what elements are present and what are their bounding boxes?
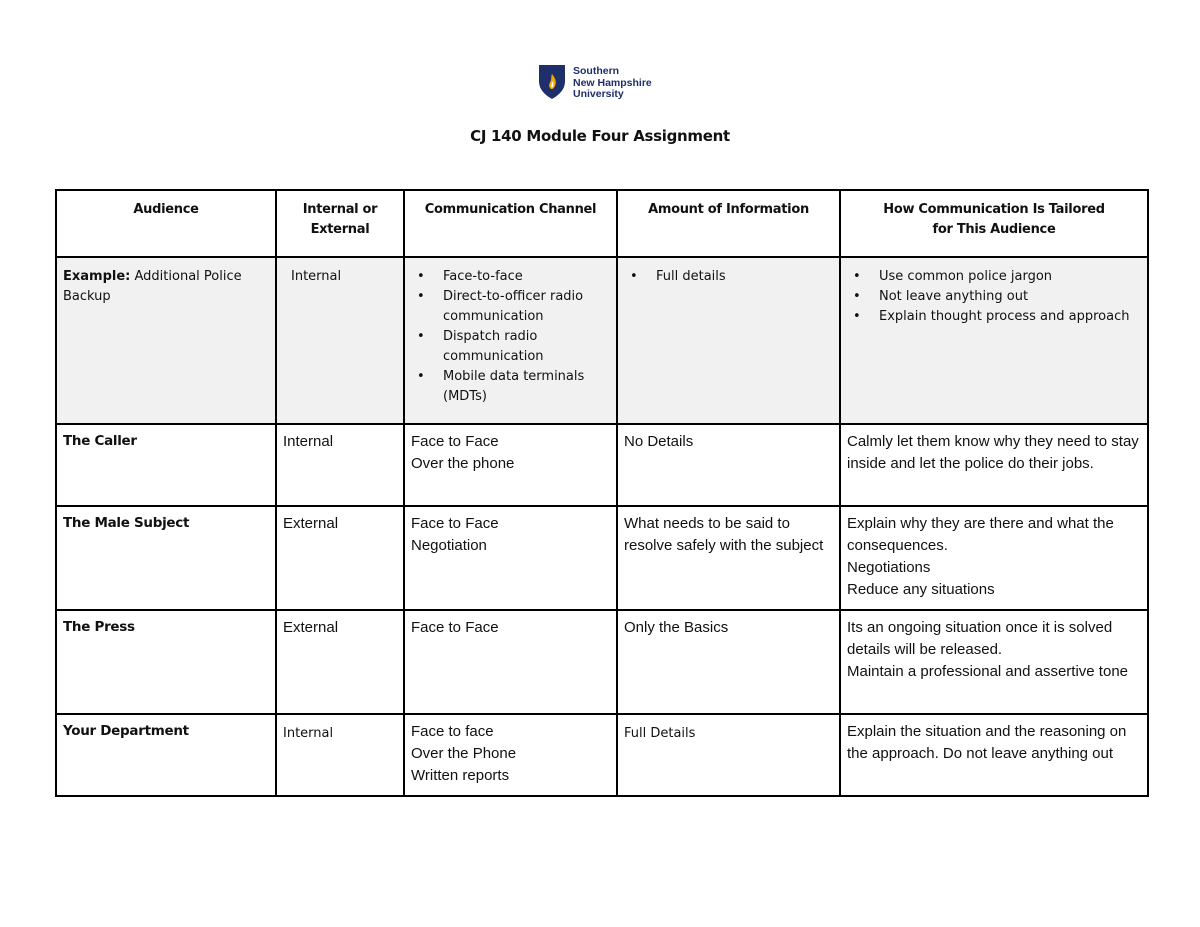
table-header-row — [56, 190, 1148, 257]
header-audience: Audience — [56, 190, 276, 257]
logo-line: University — [573, 88, 624, 100]
communication-table — [55, 189, 1149, 797]
row-internal-external: External — [276, 506, 404, 610]
row-tailored: Its an ongoing situation once it is solved details will be released. Maintain a professional and assertive tone — [840, 610, 1148, 714]
example-tailored — [840, 257, 1148, 424]
row-channel: Face to face Over the Phone Written reports — [404, 714, 617, 796]
row-tailored: Explain the situation and the reasoning on the approach. Do not leave anything out — [840, 714, 1148, 796]
logo-line: New Hampshire — [573, 76, 652, 89]
logo-wordmark — [573, 66, 652, 101]
list-item: • Dispatch radio communication — [415, 327, 612, 367]
example-internal-external: Internal — [276, 257, 404, 424]
row-internal-external: External — [276, 610, 404, 714]
header-internal-external: Internal or External — [276, 190, 404, 257]
list-item: • Face-to-face — [415, 267, 612, 287]
row-channel: Face to Face — [404, 610, 617, 714]
table-row — [56, 424, 1148, 506]
table-row — [56, 506, 1148, 610]
row-audience: The Press — [56, 610, 276, 714]
header-tailored: How Communication Is Tailored for This Audience — [840, 190, 1148, 257]
table-row — [56, 610, 1148, 714]
table-row — [56, 714, 1148, 796]
row-audience: The Caller — [56, 424, 276, 506]
list-item: • Mobile data terminals (MDTs) — [415, 367, 612, 407]
page-title: CJ 140 Module Four Assignment — [470, 127, 730, 145]
header-amount: Amount of Information — [617, 190, 840, 257]
example-channel — [404, 257, 617, 424]
row-internal-external: Internal — [276, 714, 404, 796]
list-item: • Direct-to-officer radio communication — [415, 287, 612, 327]
row-amount: No Details — [617, 424, 840, 506]
example-amount — [617, 257, 840, 424]
row-internal-external: Internal — [276, 424, 404, 506]
row-tailored: Explain why they are there and what the consequences. Negotiations Reduce any situations — [840, 506, 1148, 610]
row-audience: The Male Subject — [56, 506, 276, 610]
row-amount: Only the Basics — [617, 610, 840, 714]
row-amount: What needs to be said to resolve safely with the subject — [617, 506, 840, 610]
list-item: • Explain thought process and approach — [851, 307, 1143, 327]
example-row — [56, 257, 1148, 424]
logo-line: Southern — [573, 65, 620, 77]
row-amount: Full Details — [617, 714, 840, 796]
row-channel: Face to Face Over the phone — [404, 424, 617, 506]
list-item: • Not leave anything out — [851, 287, 1143, 307]
header-channel: Communication Channel — [404, 190, 617, 257]
university-logo — [538, 64, 652, 102]
shield-flame-icon — [538, 64, 566, 100]
list-item: • Use common police jargon — [851, 267, 1143, 287]
example-audience: Example: Additional Police Backup — [56, 257, 276, 424]
row-tailored: Calmly let them know why they need to stay inside and let the police do their jobs. — [840, 424, 1148, 506]
row-audience: Your Department — [56, 714, 276, 796]
row-channel: Face to Face Negotiation — [404, 506, 617, 610]
list-item: • Full details — [628, 267, 835, 287]
